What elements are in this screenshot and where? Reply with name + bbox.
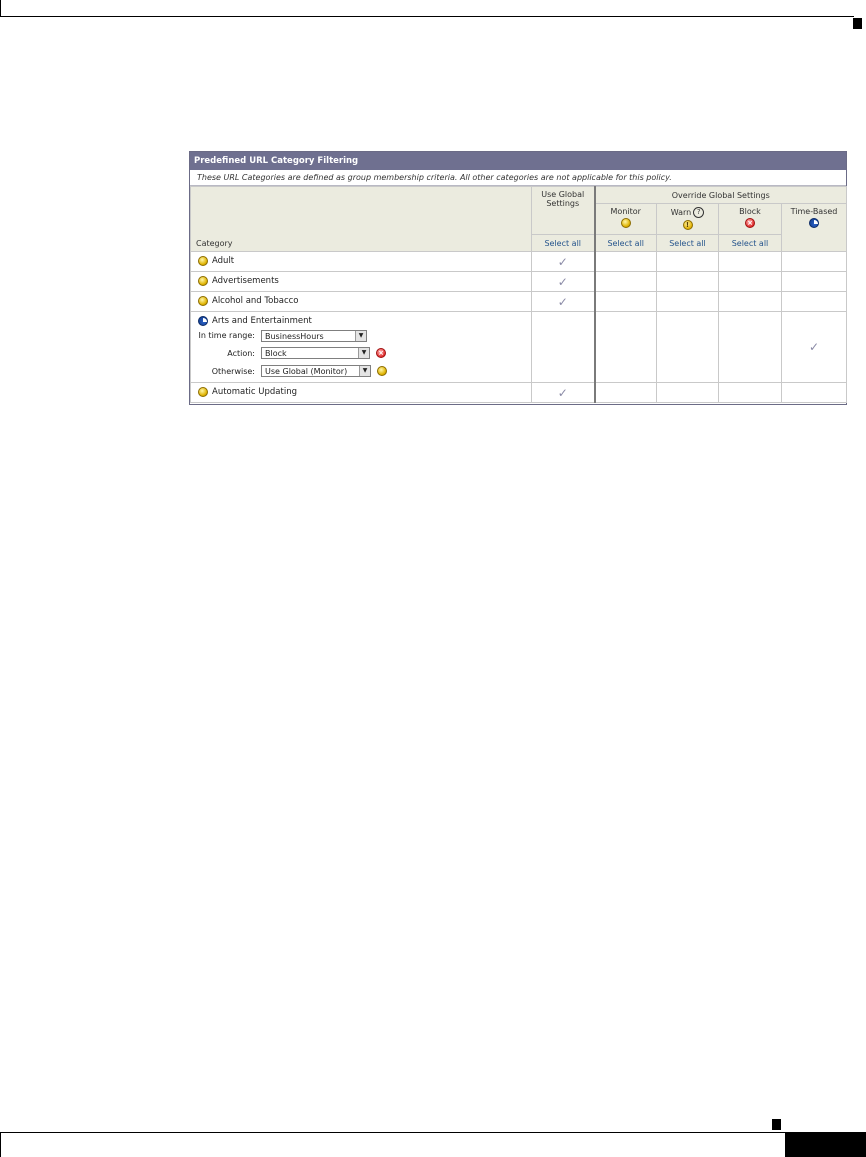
page-top-rule bbox=[0, 16, 854, 17]
page-top-marker bbox=[853, 18, 862, 29]
monitor-icon bbox=[198, 296, 208, 306]
header-block bbox=[719, 204, 782, 235]
category-label: Alcohol and Tobacco bbox=[212, 296, 299, 307]
warn-cell[interactable] bbox=[657, 272, 719, 292]
page-bottom-tab bbox=[785, 1133, 866, 1157]
time-based-cell[interactable] bbox=[782, 292, 847, 312]
action-line bbox=[191, 346, 531, 364]
block-cell[interactable] bbox=[719, 272, 782, 292]
header-monitor-label: Monitor bbox=[610, 207, 641, 216]
table-row-arts-and-entertainment bbox=[191, 312, 847, 383]
category-label: Advertisements bbox=[212, 276, 279, 287]
time-based-cell[interactable] bbox=[782, 272, 847, 292]
otherwise-select[interactable] bbox=[261, 365, 371, 377]
header-category-label: Category bbox=[196, 239, 233, 248]
use-global-cell[interactable] bbox=[532, 292, 595, 312]
page-bottom-rule bbox=[0, 1132, 866, 1133]
header-warn bbox=[657, 204, 719, 235]
url-category-filtering-panel bbox=[189, 151, 847, 405]
header-override-label: Override Global Settings bbox=[671, 190, 770, 200]
monitor-cell[interactable] bbox=[595, 272, 657, 292]
chevron-down-icon: ▼ bbox=[359, 366, 370, 376]
otherwise-value: Use Global (Monitor) bbox=[265, 367, 348, 376]
monitor-icon bbox=[621, 218, 631, 228]
page-bottom-tick bbox=[0, 1132, 1, 1157]
block-cell[interactable] bbox=[719, 383, 782, 403]
header-time-based bbox=[782, 204, 847, 252]
category-cell bbox=[191, 383, 532, 403]
block-cell[interactable] bbox=[719, 252, 782, 272]
warn-icon: ! bbox=[683, 220, 693, 230]
table-row-automatic-updating bbox=[191, 383, 847, 403]
use-global-cell[interactable] bbox=[532, 312, 595, 383]
category-heading bbox=[191, 314, 531, 328]
table-row-adult bbox=[191, 252, 847, 272]
select-all-use-global[interactable]: Select all bbox=[532, 235, 595, 252]
action-label: Action: bbox=[227, 349, 255, 358]
check-icon: ✓ bbox=[557, 274, 568, 289]
chevron-down-icon: ▼ bbox=[358, 348, 369, 358]
time-based-cell[interactable] bbox=[782, 252, 847, 272]
header-time-based-label: Time-Based bbox=[790, 207, 838, 216]
category-table bbox=[190, 186, 847, 403]
header-category bbox=[191, 187, 532, 252]
time-range-line bbox=[191, 328, 531, 346]
help-icon[interactable]: ? bbox=[693, 207, 704, 218]
monitor-icon bbox=[198, 256, 208, 266]
monitor-icon bbox=[198, 276, 208, 286]
select-all-warn[interactable]: Select all bbox=[657, 235, 719, 252]
monitor-icon bbox=[198, 387, 208, 397]
select-all-block[interactable]: Select all bbox=[719, 235, 782, 252]
monitor-cell[interactable] bbox=[595, 312, 657, 383]
select-all-monitor[interactable]: Select all bbox=[595, 235, 657, 252]
page-top-tick bbox=[0, 0, 1, 17]
page-bottom-marker bbox=[772, 1119, 781, 1130]
check-icon: ✓ bbox=[557, 294, 568, 309]
monitor-icon bbox=[377, 366, 387, 376]
block-icon: × bbox=[376, 348, 386, 358]
monitor-cell[interactable] bbox=[595, 252, 657, 272]
time-based-icon bbox=[198, 316, 208, 326]
header-use-global-line1: Use Global bbox=[541, 190, 585, 199]
otherwise-line bbox=[191, 364, 531, 382]
block-cell[interactable] bbox=[719, 292, 782, 312]
time-range-label: In time range: bbox=[198, 331, 255, 340]
warn-cell[interactable] bbox=[657, 292, 719, 312]
warn-cell[interactable] bbox=[657, 383, 719, 403]
time-based-icon bbox=[809, 218, 819, 228]
header-override bbox=[595, 187, 847, 204]
warn-cell[interactable] bbox=[657, 312, 719, 383]
category-cell bbox=[191, 272, 532, 292]
block-icon: × bbox=[745, 218, 755, 228]
panel-title: Predefined URL Category Filtering bbox=[190, 152, 846, 170]
header-use-global bbox=[532, 187, 595, 235]
category-cell bbox=[191, 292, 532, 312]
use-global-cell[interactable] bbox=[532, 272, 595, 292]
time-range-value: BusinessHours bbox=[265, 332, 324, 341]
header-use-global-line2: Settings bbox=[546, 199, 580, 208]
header-block-label: Block bbox=[739, 207, 761, 216]
table-row-alcohol-and-tobacco bbox=[191, 292, 847, 312]
warn-cell[interactable] bbox=[657, 252, 719, 272]
chevron-down-icon: ▼ bbox=[355, 331, 366, 341]
block-cell[interactable] bbox=[719, 312, 782, 383]
check-icon: ✓ bbox=[557, 385, 568, 400]
use-global-cell[interactable] bbox=[532, 252, 595, 272]
table-row-advertisements bbox=[191, 272, 847, 292]
otherwise-label: Otherwise: bbox=[211, 367, 255, 376]
time-based-cell[interactable] bbox=[782, 383, 847, 403]
header-warn-label: Warn bbox=[670, 208, 692, 217]
category-cell bbox=[191, 312, 532, 383]
category-label: Adult bbox=[212, 256, 235, 267]
action-select[interactable] bbox=[261, 347, 370, 359]
category-label: Arts and Entertainment bbox=[212, 316, 312, 326]
time-based-cell[interactable] bbox=[782, 312, 847, 383]
time-range-select[interactable] bbox=[261, 330, 367, 342]
monitor-cell[interactable] bbox=[595, 292, 657, 312]
check-icon: ✓ bbox=[808, 340, 820, 354]
monitor-cell[interactable] bbox=[595, 383, 657, 403]
category-label: Automatic Updating bbox=[212, 387, 297, 398]
category-cell bbox=[191, 252, 532, 272]
header-monitor bbox=[595, 204, 657, 235]
use-global-cell[interactable] bbox=[532, 383, 595, 403]
panel-note: These URL Categories are defined as group membership criteria. All other categories are not applicable for this policy. bbox=[190, 170, 846, 186]
check-icon: ✓ bbox=[557, 254, 568, 269]
action-value: Block bbox=[265, 349, 287, 358]
